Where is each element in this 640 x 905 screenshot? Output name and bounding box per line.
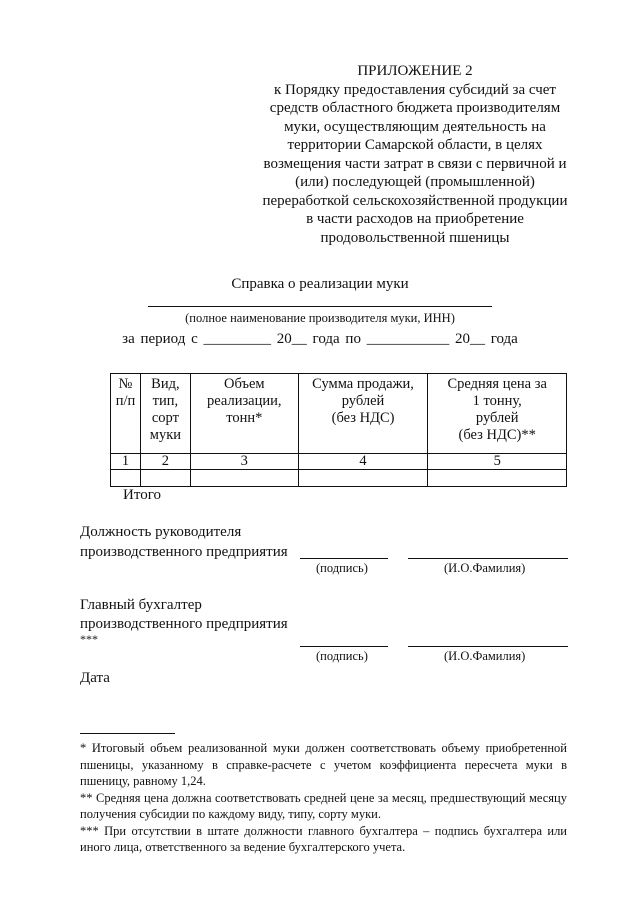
footnote-mark: *** — [80, 632, 98, 646]
header-text: № — [118, 376, 133, 392]
sales-table — [110, 373, 567, 487]
column-number: 1 — [111, 454, 141, 470]
header-cell — [190, 374, 298, 454]
document-title: Справка о реализации муки — [231, 276, 409, 292]
header-text: тонн* — [226, 410, 263, 426]
name-caption: (И.О.Фамилия) — [444, 649, 526, 663]
column-number: 3 — [190, 454, 298, 470]
appendix-line: переработкой сельскохозяйственной продукции — [262, 192, 568, 209]
signature-line — [300, 646, 388, 647]
signature-line — [300, 558, 388, 559]
position-text: Должность руководителя — [80, 524, 242, 540]
header-cell — [111, 374, 141, 454]
table-header-row — [111, 374, 567, 454]
header-text: рублей — [475, 410, 519, 426]
column-number-row — [111, 454, 567, 470]
appendix-line: территории Самарской области, в целях — [287, 137, 543, 153]
date-label: Дата — [80, 670, 110, 686]
column-number: 2 — [140, 454, 190, 470]
header-text: муки — [149, 427, 182, 443]
signature-caption: (подпись) — [316, 561, 368, 575]
table-cell — [428, 470, 567, 487]
header-text: 1 тонну, — [472, 393, 522, 409]
position-text: Главный бухгалтер — [80, 597, 202, 613]
header-text: п/п — [115, 393, 136, 409]
table-cell — [111, 470, 141, 487]
header-text: (без НДС)** — [458, 427, 536, 443]
appendix-line: в части расходов на приобретение — [306, 211, 524, 227]
appendix-line: продовольственной пшеницы — [320, 229, 510, 246]
header-text: Объем — [223, 376, 265, 392]
name-caption: (И.О.Фамилия) — [444, 561, 526, 575]
footnote: * Итоговый объем реализованной муки должен соответствовать объему приобретенной пшеницы, указанному в справке-расчете с учетом коэффициента пересчета муки в пшеницу, равному 1,24. — [80, 741, 567, 788]
period-line: за период с _________ 20__ года по ___________ 20__ года — [122, 331, 518, 347]
table-cell — [298, 470, 428, 487]
table-row — [111, 470, 567, 487]
footnote: ** Средняя цена должна соответствовать средней цене за месяц, предшествующий месяцу получения субсидии по каждому виду, типу, сорту муки. — [80, 790, 567, 821]
footnote-separator — [80, 733, 175, 734]
producer-name-line — [148, 306, 492, 307]
table-cell — [140, 470, 190, 487]
header-cell — [140, 374, 190, 454]
appendix-line: возмещения части затрат в связи с первичной и — [263, 155, 567, 172]
header-cell — [428, 374, 567, 454]
signature-caption: (подпись) — [316, 649, 368, 663]
signature-block-director — [80, 522, 288, 562]
appendix-line: (или) последующей (промышленной) — [295, 174, 535, 190]
header-text: (без НДС) — [331, 410, 395, 426]
footnote: *** При отсутствии в штате должности главного бухгалтера – подпись бухгалтера или иного лица, ответственного за ведение бухгалтерского учета. — [80, 823, 567, 854]
position-text: производственного предприятия — [80, 616, 288, 632]
table-cell — [190, 470, 298, 487]
total-label: Итого — [123, 487, 161, 503]
header-text: реализации, — [207, 393, 282, 409]
footnotes — [80, 740, 567, 856]
header-text: рублей — [341, 393, 385, 409]
header-text: сорт — [151, 410, 179, 426]
signature-block-accountant — [80, 596, 288, 644]
producer-caption: (полное наименование производителя муки, ИНН) — [185, 311, 455, 325]
position-text: производственного предприятия — [80, 544, 288, 560]
header-text: Сумма продажи, — [312, 376, 414, 392]
header-text: Вид, тип, — [151, 376, 180, 409]
appendix-heading: ПРИЛОЖЕНИЕ 2 — [357, 63, 473, 79]
appendix-line: муки, осуществляющим деятельность на — [284, 118, 546, 135]
name-line — [408, 558, 568, 559]
column-number: 5 — [428, 454, 567, 470]
appendix-line: к Порядку предоставления субсидий за счет — [274, 81, 556, 98]
column-number: 4 — [298, 454, 428, 470]
name-line — [408, 646, 568, 647]
appendix-line: средств областного бюджета производителям — [269, 100, 561, 116]
header-cell — [298, 374, 428, 454]
appendix-block — [250, 62, 580, 247]
header-text: Средняя цена за — [447, 376, 547, 392]
